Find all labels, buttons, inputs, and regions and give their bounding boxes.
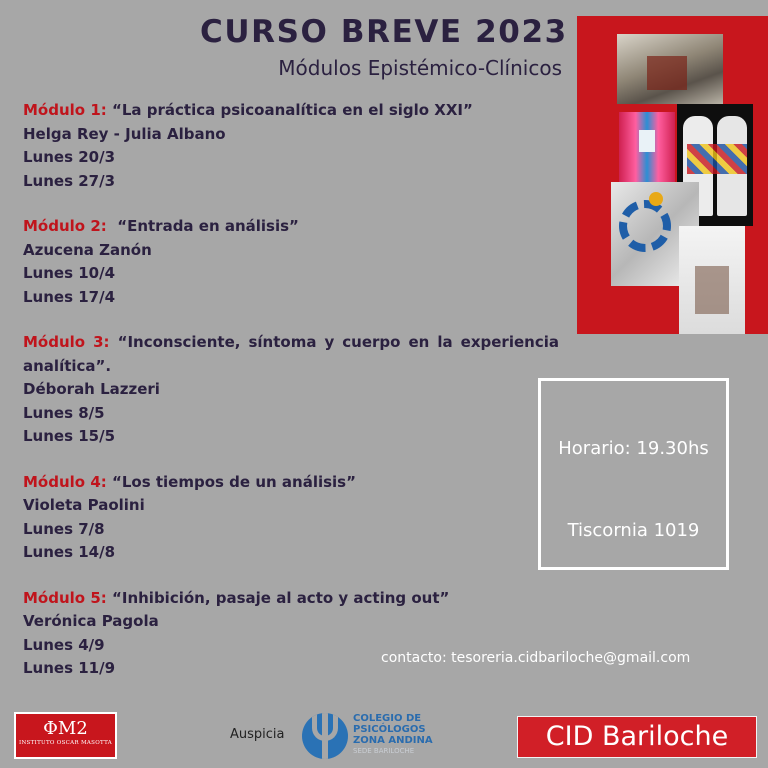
collage-photo-architecture [617,34,723,104]
module-date: Lunes 20/3 [23,148,116,166]
module-topic: “La práctica psicoanalítica en el siglo XXI” [112,101,473,119]
module-date: Lunes 27/3 [23,171,116,190]
module-topic: “Los tiempos de un análisis” [112,472,356,491]
module-heading [23,471,559,495]
module-heading [23,331,559,378]
module-label: Módulo 5: [23,588,107,607]
module-date: Lunes 15/5 [23,427,116,445]
colegio-line: PSICÓLOGOS [353,724,426,735]
module-date: Lunes 7/8 [23,519,105,538]
sponsor-label: Auspicia [230,727,285,742]
module-label: Módulo 3: [23,333,110,351]
module-teachers: Verónica Pagola [23,612,159,630]
fm2-logo-text: ΦM2 [43,718,88,739]
contact-email: contacto: tesoreria.cidbariloche@gmail.com [381,650,691,666]
cid-bariloche-logo: CID Bariloche [517,716,757,758]
instituto-masotta-logo [14,712,117,759]
module-3 [23,331,559,449]
module-date: Lunes 14/8 [23,543,116,561]
module-heading [23,587,559,611]
module-teachers: Déborah Lazzeri [23,380,160,398]
colegio-logo-text [353,713,433,757]
module-label: Módulo 2: [23,217,107,235]
schedule-info-box [538,378,729,570]
module-heading [23,99,559,123]
module-date: Lunes 4/9 [23,635,105,654]
module-teachers: Helga Rey - Julia Albano [23,124,226,143]
colegio-line: ZONA ANDINA [353,735,433,746]
module-teachers: Violeta Paolini [23,496,145,514]
module-teachers: Azucena Zanón [23,240,152,259]
module-label: Módulo 4: [23,472,107,491]
venue-address: Tiscornia 1019 [567,520,700,541]
module-4 [23,471,559,565]
art-collage-image [577,16,768,334]
page-title: CURSO BREVE 2023 [200,14,568,50]
module-date: Lunes 10/4 [23,264,116,282]
module-date: Lunes 17/4 [23,287,116,306]
fm2-logo-subtext: INSTITUTO OSCAR MASOTTA [18,740,113,746]
page-subtitle: Módulos Epistémico-Clínicos [278,56,562,80]
collage-photo-sculpture [679,226,745,334]
collage-photo-corridor [619,112,675,182]
module-heading [23,215,559,239]
module-date: Lunes 11/9 [23,659,116,677]
module-date: Lunes 8/5 [23,403,105,422]
module-1 [23,99,559,193]
module-5 [23,587,559,681]
colegio-line: COLEGIO DE [353,713,422,724]
module-topic: “Inconsciente, síntoma y cuerpo en la experiencia analítica”. [23,333,559,375]
module-topic: “Entrada en análisis” [117,217,299,235]
psi-logo-icon [302,713,348,759]
module-2 [23,215,559,309]
module-label: Módulo 1: [23,101,107,119]
module-topic: “Inhibición, pasaje al acto y acting out” [112,588,450,607]
modules-list [23,99,559,703]
colegio-line: SEDE BARILOCHE [353,747,415,755]
schedule-time: Horario: 19.30hs [558,438,709,459]
